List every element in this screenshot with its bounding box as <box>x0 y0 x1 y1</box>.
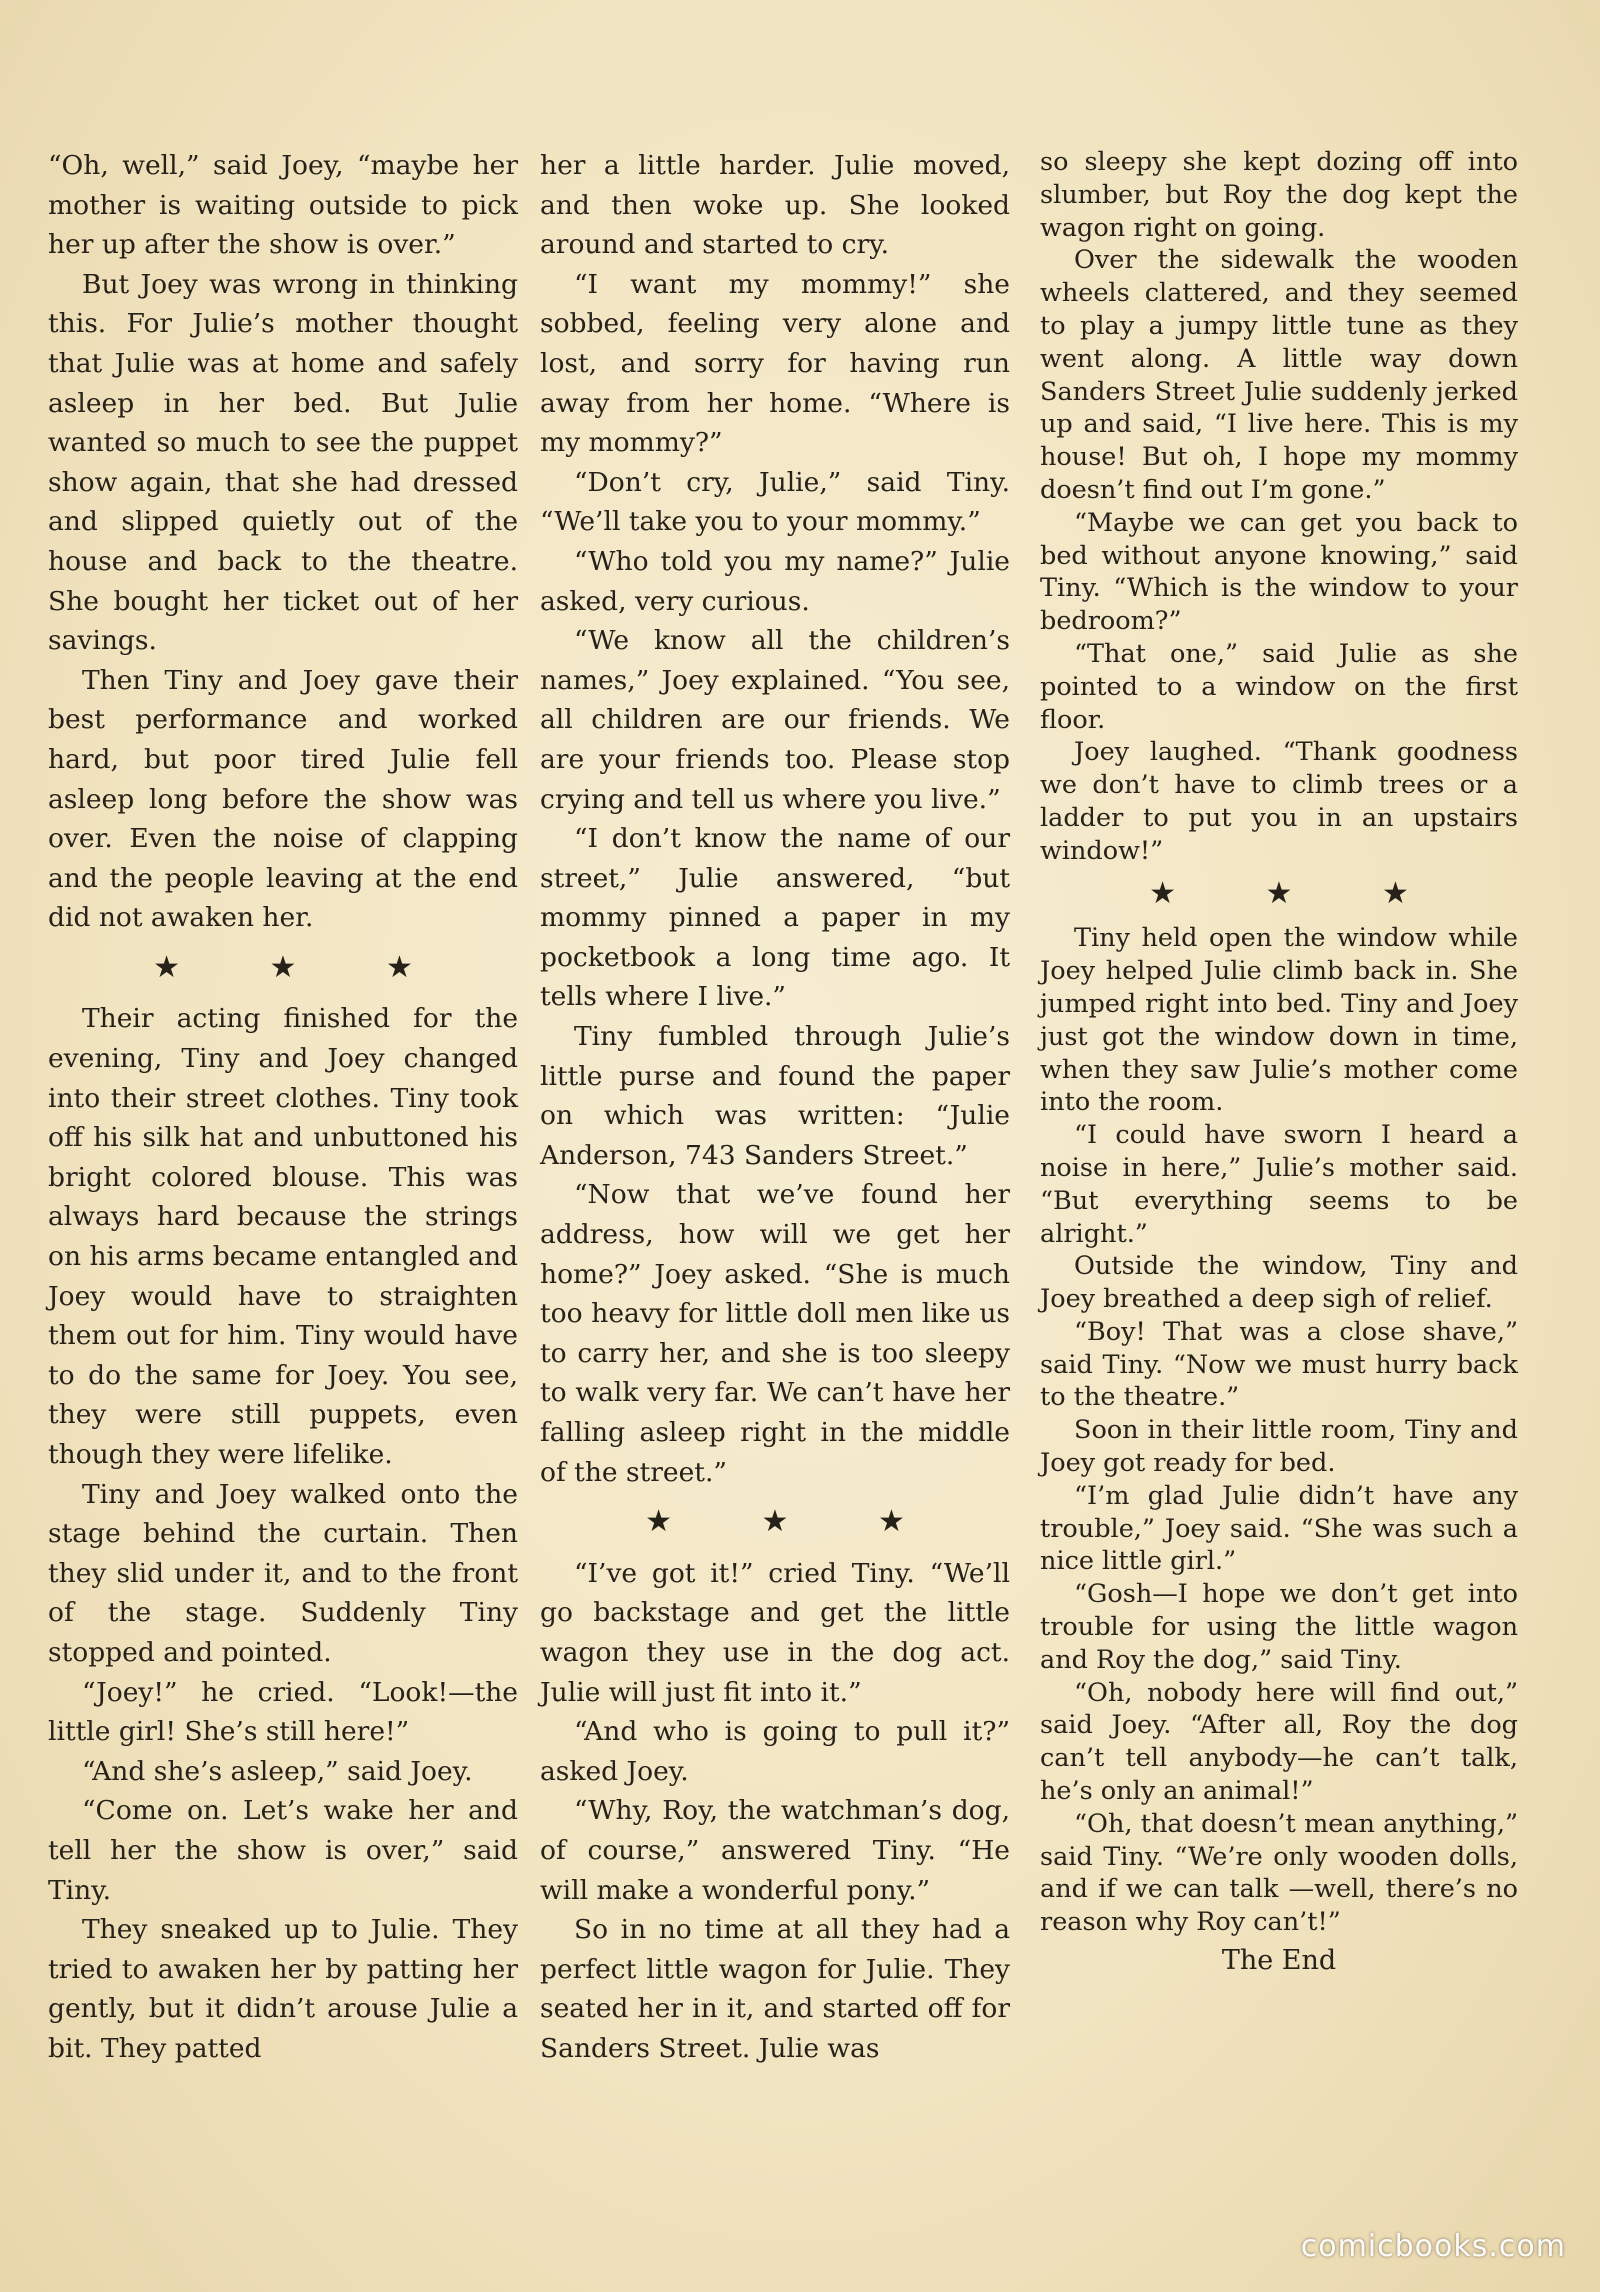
story-paragraph: “Oh, that doesn’t mean anything,” said Tiny. “We’re only wooden dolls, and if we can talk —well, there’s no reason why Roy can’t!” <box>1040 1808 1518 1938</box>
story-paragraph: “I’ve got it!” cried Tiny. “We’ll go backstage and get the little wagon they use in the dog act. Julie will just fit into it.” <box>540 1557 1010 1708</box>
story-paragraph: Their acting finished for the evening, Tiny and Joey changed into their street clothes. Tiny took off his silk hat and unbuttoned his bright colored blouse. This was always hard because the strings on his arms became entangled and Joey would have to straighten them out for him. Tiny would have to do the same for Joey. You see, they were still puppets, even though they were lifelike. <box>48 1003 518 1470</box>
story-paragraph: “Boy! That was a close shave,” said Tiny. “Now we must hurry back to the theatre.” <box>1040 1316 1518 1413</box>
story-paragraph: “And she’s asleep,” said Joey. <box>82 1755 473 1787</box>
story-paragraph: “And who is going to pull it?” asked Joey. <box>540 1716 1010 1787</box>
story-paragraph: “I want my mommy!” she sobbed, feeling very alone and lost, and sorry for having run away from her home. “Where is my mommy?” <box>540 268 1010 459</box>
story-paragraph: “Maybe we can get you back to bed without anyone knowing,” said Tiny. “Which is the window to your bedroom?” <box>1040 507 1518 637</box>
story-paragraph: “Don’t cry, Julie,” said Tiny. “We’ll take you to your mommy.” <box>540 466 1010 538</box>
story-paragraph: Then Tiny and Joey gave their best performance and worked hard, but poor tired Julie fell asleep long before the show was over. Even the noise of clapping and the people leaving at the end did not awaken her. <box>48 664 518 934</box>
story-paragraph: “Oh, well,” said Joey, “maybe her mother is waiting outside to pick her up after the show is over.” <box>48 150 518 261</box>
story-paragraph: “Gosh—I hope we don’t get into trouble for using the little wagon and Roy the dog,” said Tiny. <box>1040 1579 1518 1675</box>
story-paragraph: Outside the window, Tiny and Joey breathed a deep sigh of relief. <box>1040 1251 1518 1315</box>
story-paragraph: “Joey!” he cried. “Look!—the little girl! She’s still here!” <box>48 1676 518 1748</box>
story-paragraph: so sleepy she kept dozing off into slumber, but Roy the dog kept the wagon right on going. <box>1040 147 1518 243</box>
story-paragraph: They sneaked up to Julie. They tried to awaken her by patting her gently, but it didn’t arouse Julie a bit. They patted <box>48 1914 518 2064</box>
story-paragraph: “Come on. Let’s wake her and tell her the show is over,” said Tiny. <box>48 1795 518 1906</box>
story-column-2 <box>540 146 1010 2069</box>
story-paragraph: “Why, Roy, the watchman’s dog, of course,” answered Tiny. “He will make a wonderful pony.” <box>540 1795 1010 1906</box>
story-paragraph: Joey laughed. “Thank goodness we don’t have to climb trees or a ladder to put you in an upstairs window!” <box>1040 737 1518 866</box>
story-paragraph: her a little harder. Julie moved, and then woke up. She looked around and started to cry. <box>540 150 1010 261</box>
story-paragraph: Tiny and Joey walked onto the stage behind the curtain. Then they slid under it, and to the front of the stage. Suddenly Tiny stopped and pointed. <box>48 1478 518 1668</box>
site-watermark: comicbooks.com <box>1300 2229 1566 2264</box>
the-end-label: The End <box>1221 1945 1337 1977</box>
story-paragraph: “That one,” said Julie as she pointed to a window on the first floor. <box>1040 638 1518 735</box>
story-paragraph: But Joey was wrong in thinking this. For Julie’s mother thought that Julie was at home and safely asleep in her bed. But Julie wanted so much to see the puppet show again, that she had dressed and slipped quietly out of the house and back to the theatre. She bought her ticket out of her savings. <box>48 268 518 657</box>
section-break-stars: ★ ★ ★ <box>645 1504 945 1540</box>
section-break-stars: ★ ★ ★ <box>153 949 453 985</box>
story-paragraph: “We know all the children’s names,” Joey explained. “You see, all children are our friends. We are your friends too. Please stop crying and tell us where you live.” <box>540 625 1010 815</box>
story-paragraph: Over the sidewalk the wooden wheels clattered, and they seemed to play a jumpy little tune as they went along. A little way down Sanders Street Julie suddenly jerked up and said, “I live here. This is my house! But oh, I hope my mommy doesn’t find out I’m gone.” <box>1040 245 1518 505</box>
story-paragraph: Tiny held open the window while Joey helped Julie climb back in. She jumped right into bed. Tiny and Joey just got the window down in time, when they saw Julie’s mother come into the room. <box>1040 923 1518 1118</box>
story-paragraph: “I could have sworn I heard a noise in here,” Julie’s mother said. “But everything seems to be alright.” <box>1040 1120 1518 1249</box>
story-paragraph: “Who told you my name?” Julie asked, very curious. <box>540 545 1010 617</box>
story-paragraph: “Oh, nobody here will find out,” said Joey. “After all, Roy the dog can’t tell anybody—he can’t talk, he’s only an animal!” <box>1040 1677 1518 1807</box>
story-column-3 <box>1040 146 1518 2005</box>
story-paragraph: “Now that we’ve found her address, how will we get her home?” Joey asked. “She is much too heavy for little doll men like us to carry her, and she is too sleepy to walk very far. We can’t have her falling asleep right in the middle of the street.” <box>540 1179 1010 1488</box>
story-paragraph: “I’m glad Julie didn’t have any trouble,” Joey said. “She was such a nice little girl.” <box>1040 1480 1518 1577</box>
story-paragraph: “I don’t know the name of our street,” Julie answered, “but mommy pinned a paper in my pocketbook a long time ago. It tells where I live.” <box>540 823 1010 1013</box>
section-break-stars: ★ ★ ★ <box>1149 875 1449 911</box>
story-paragraph: Tiny fumbled through Julie’s little purse and found the paper on which was written: “Julie Anderson, 743 Sanders Street.” <box>540 1021 1010 1171</box>
story-column-1 <box>48 146 518 2069</box>
story-paragraph: Soon in their little room, Tiny and Joey got ready for bed. <box>1040 1415 1518 1479</box>
story-paragraph: So in no time at all they had a perfect little wagon for Julie. They seated her in it, and started off for Sanders Street. Julie was <box>540 1914 1010 2064</box>
